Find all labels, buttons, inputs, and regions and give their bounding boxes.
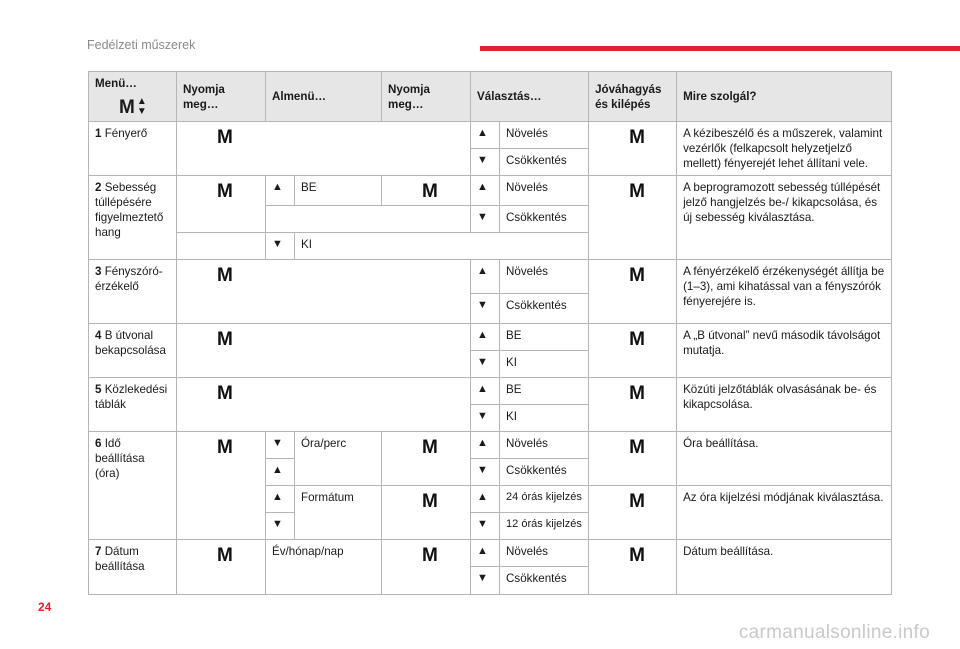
menu-button-icon: M	[629, 127, 645, 148]
up-arrow-icon: ▲	[471, 176, 500, 206]
menu-button-icon: M	[217, 545, 233, 566]
col-header-submenu: Almenü…	[266, 72, 382, 122]
table-row: 4 B útvonal bekapcsolása M ▲ BE M A „B útvonal” nevű második távolságot mutatja.	[89, 324, 892, 351]
up-arrow-icon: ▲	[471, 324, 500, 351]
col-header-menu: Menü… M ▲ ▼	[89, 72, 177, 122]
down-arrow-icon: ▼	[266, 432, 295, 459]
menu-button-icon: M	[422, 491, 438, 512]
up-arrow-icon: ▲	[471, 260, 500, 294]
up-arrow-icon: ▲	[266, 459, 295, 486]
menu-button-icon: M	[422, 181, 438, 202]
down-arrow-icon: ▼	[471, 459, 500, 486]
section-title: Fedélzeti műszerek	[87, 38, 196, 52]
up-arrow-icon: ▲	[266, 486, 295, 513]
menu-button-icon: M	[629, 265, 645, 286]
menu-button-icon: M	[422, 437, 438, 458]
menu-button-icon: M	[629, 437, 645, 458]
table-row: 3 Fényszóró-érzékelő M ▲ Növelés M A fényérzékelő érzékenységét állítja be (1–3), ami kihatással van a fényszórók fényerejére is.	[89, 260, 892, 294]
up-arrow-icon: ▲	[471, 540, 500, 567]
col-header-confirm: Jóváhagyás és kilépés	[589, 72, 677, 122]
down-arrow-icon: ▼	[266, 513, 295, 540]
up-arrow-icon: ▲	[266, 176, 295, 206]
col-header-press: Nyomja meg…	[177, 72, 266, 122]
col-header-choice: Választás…	[471, 72, 589, 122]
down-arrow-icon: ▼	[471, 405, 500, 432]
menu-button-icon: M	[217, 265, 233, 286]
header-accent-bar	[480, 46, 960, 51]
up-arrow-icon: ▲	[471, 432, 500, 459]
table-header-row	[89, 72, 892, 122]
menu-button-icon: M	[217, 127, 233, 148]
menu-button-icon: M	[217, 329, 233, 350]
menu-item: 5 Közlekedési táblák	[89, 378, 177, 432]
menu-button-icon: M	[629, 491, 645, 512]
down-arrow-icon: ▼	[471, 149, 500, 176]
table-row: 1 Fényerő M ▲ Növelés M A kézibeszélő és a műszerek, valamint vezérlők (felkapcsolt helyzetjelző mellett) fényerejét lehet állítani vele.	[89, 122, 892, 149]
down-arrow-icon: ▼	[471, 567, 500, 595]
menu-item: 6 Idő beállítása (óra)	[89, 432, 177, 540]
down-arrow-icon: ▼	[471, 513, 500, 540]
menu-table: Menü… M ▲ ▼ Nyomja meg… Almenü… Nyomja meg… Választás… Jóváhagyás és kilépés Mire szolgál? 1 Fényerő M ▲ Növelés M A kézibeszélő és a műszerek, valamint vezérlők (felkapcsolt helyzetjelző mellett) fényerejét lehet állítani vele. ▼ Csökkentés 2 Sebesség túllépésére figyelmeztető hang M ▲ BE M ▲ Növelés M A beprogramozott sebesség túllépését jelző hangjelzés be-/ kikapcsolása, és új sebesség kiválasztása. ▼ Csökkentés ▼ KI 3 Fényszóró-érzékelő M ▲ Növelés M A fényérzékelő érzékenységét állítja be (1–3), ami kihatással van a fényszórók fényerejére is. ▼ Csökkentés 4 B útvonal bekapcsolása M ▲ BE M A „B útvonal” nevű második távolságot mutatja. ▼ KI 5 Közlekedési táblák M ▲ BE M Közúti jelzőtáblák olvasásának be- és kikapcsolása. ▼ KI 6 Idő beállítása (óra) M ▼ Óra/perc M ▲ Növelés M Óra beállítása. ▲ ▼ Csökkentés ▲ Formátum M ▲ 24 órás kijelzés M Az óra kijelzési módjának kiválasztása. ▼ ▼ 12 órás kijelzés 7 Dátum beállítása M Év/hónap/nap M ▲ Növelés M Dátum beállítása. ▼ Csökkentés	[88, 71, 892, 595]
up-arrow-icon: ▲	[471, 122, 500, 149]
down-arrow-icon: ▼	[471, 294, 500, 324]
table-row: 7 Dátum beállítása M Év/hónap/nap M ▲ Növelés M Dátum beállítása.	[89, 540, 892, 567]
menu-item: 4 B útvonal bekapcsolása	[89, 324, 177, 378]
up-arrow-icon: ▲	[471, 378, 500, 405]
watermark: carmanualsonline.info	[738, 622, 930, 643]
menu-button-icon: M	[422, 545, 438, 566]
down-arrow-icon: ▼	[471, 351, 500, 378]
page-number: 24	[38, 600, 52, 614]
down-arrow-icon: ▼	[471, 206, 500, 233]
menu-button-icon: M	[629, 329, 645, 350]
table-row: 5 Közlekedési táblák M ▲ BE M Közúti jelzőtáblák olvasásának be- és kikapcsolása.	[89, 378, 892, 405]
menu-button-icon: M	[217, 383, 233, 404]
col-header-purpose: Mire szolgál?	[677, 72, 892, 122]
down-arrow-icon: ▼	[266, 233, 295, 260]
menu-item: 2 Sebesség túllépésére figyelmeztető hang	[89, 176, 177, 260]
menu-button-icon: M	[629, 545, 645, 566]
menu-button-icon: M	[629, 383, 645, 404]
menu-nav-icon: M ▲ ▼	[119, 96, 147, 118]
table-row: 6 Idő beállítása (óra) M ▼ Óra/perc M ▲ Növelés M Óra beállítása.	[89, 432, 892, 459]
table-row: 2 Sebesség túllépésére figyelmeztető hang M ▲ BE M ▲ Növelés M A beprogramozott sebesség túllépését jelző hangjelzés be-/ kikapcsolása, és új sebesség kiválasztása.	[89, 176, 892, 206]
col-header-press-2: Nyomja meg…	[382, 72, 471, 122]
menu-item: 3 Fényszóró-érzékelő	[89, 260, 177, 324]
menu-button-icon: M	[629, 181, 645, 202]
menu-button-icon: M	[217, 181, 233, 202]
menu-button-icon: M	[217, 437, 233, 458]
menu-item: 7 Dátum beállítása	[89, 540, 177, 595]
menu-item: 1 Fényerő	[89, 122, 177, 176]
up-arrow-icon: ▲	[471, 486, 500, 513]
